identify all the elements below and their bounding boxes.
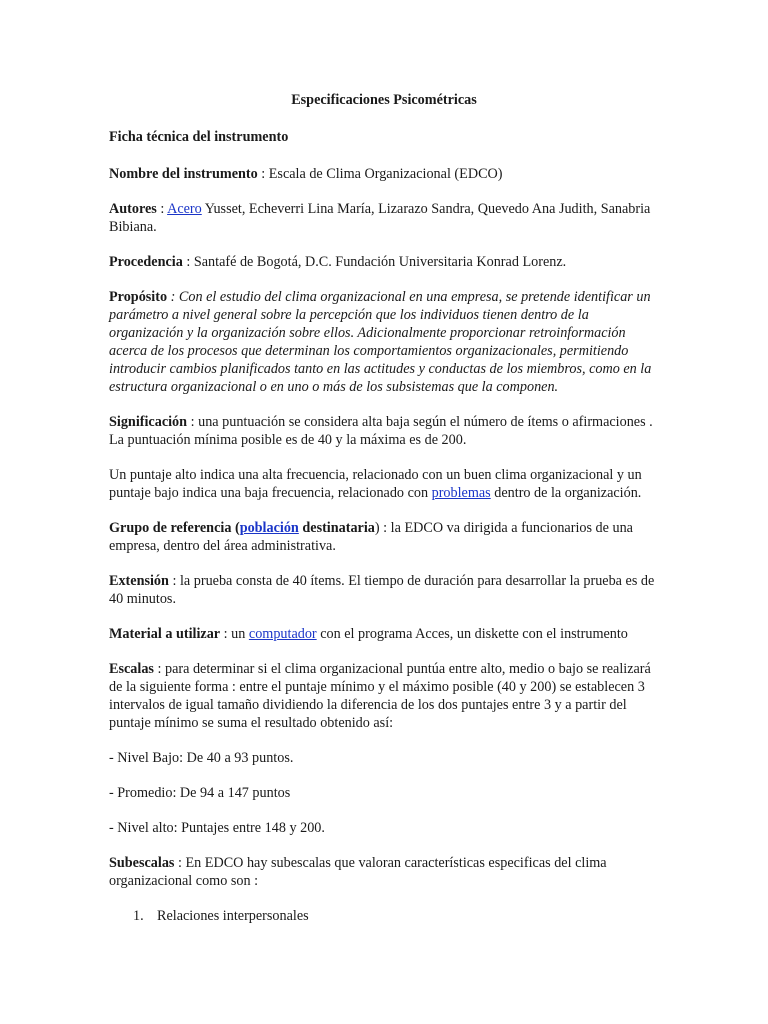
extension-sep: : [168, 573, 180, 589]
puntaje-before: Un puntaje alto indica una alta frecuencia, relacionado con un buen clima organizacional y un puntaje bajo indica una baja frecuencia, relacionado con [109, 467, 642, 501]
procedencia-paragraph [109, 253, 659, 271]
poblacion-link[interactable]: población [239, 520, 299, 536]
grupo-label-after: destinataria [298, 520, 375, 536]
escalas-sep: : [153, 661, 165, 677]
extension-label: Extensión [109, 573, 169, 589]
list-item-number: 1. [133, 908, 144, 924]
subescalas-paragraph [109, 854, 659, 890]
material-after: con el programa Acces, un diskette con el instrumento [316, 626, 628, 642]
nombre-sep: : [257, 166, 269, 182]
nivel-bajo: - Nivel Bajo: De 40 a 93 puntos. [109, 750, 294, 766]
material-before: un [231, 626, 249, 642]
proposito-label: Propósito [109, 289, 168, 305]
puntaje-after: dentro de la organización. [490, 485, 642, 501]
nombre-value: Escala de Clima Organizacional (EDCO) [268, 166, 503, 182]
computador-link[interactable]: computador [248, 626, 317, 642]
page-title: Especificaciones Psicométricas [291, 92, 477, 108]
procedencia-sep: : [182, 254, 194, 270]
significacion-sep: : [187, 414, 199, 430]
grupo-label-before: Grupo de referencia ( [109, 520, 240, 536]
autores-sep: : [156, 201, 168, 217]
problemas-link[interactable]: problemas [431, 485, 491, 501]
subescalas-sep: : [174, 855, 186, 871]
puntaje-paragraph [109, 466, 659, 502]
significacion-label: Significación [109, 414, 188, 430]
acero-link[interactable]: Acero [167, 201, 202, 217]
extension-paragraph [109, 572, 659, 608]
proposito-sep: : [167, 289, 179, 305]
grupo-sep: : [379, 520, 391, 536]
escalas-label: Escalas [109, 661, 154, 677]
subescalas-label: Subescalas [109, 855, 175, 871]
significacion-paragraph [109, 413, 659, 449]
grupo-value: la EDCO va dirigida a funcionarios de una empresa, dentro del área administrativa. [109, 520, 633, 554]
list-item [109, 907, 659, 925]
escalas-paragraph [109, 660, 659, 732]
grupo-close: ) [374, 520, 380, 536]
nivel-promedio: - Promedio: De 94 a 147 puntos [109, 785, 291, 801]
material-paragraph [109, 625, 659, 643]
nombre-label: Nombre del instrumento [109, 166, 258, 182]
material-sep: : [220, 626, 232, 642]
material-label: Material a utilizar [109, 626, 221, 642]
list-item-text: Relaciones interpersonales [157, 908, 309, 924]
autores-paragraph [109, 200, 659, 236]
section-subtitle: Ficha técnica del instrumento [109, 129, 289, 145]
significacion-value: una puntuación se considera alta baja según el número de ítems o afirmaciones . La puntuación mínima posible es de 40 y la máxima es de 200. [109, 414, 653, 448]
subescalas-list [109, 907, 659, 925]
document-page [109, 91, 659, 925]
autores-value: Yusset, Echeverri Lina María, Lizarazo Sandra, Quevedo Ana Judith, Sanabria Bibiana. [109, 201, 651, 235]
proposito-paragraph [109, 288, 659, 396]
escalas-value: para determinar si el clima organizacional puntúa entre alto, medio o bajo se realizará de la siguiente forma : entre el puntaje mínimo y el máximo posible (40 y 200) se establecen 3 intervalos de igual tamaño dividiendo la diferencia de los dos puntajes entre 3 y a partir del puntaje mínimo se suma el resultado obtenido así: [109, 661, 651, 731]
procedencia-label: Procedencia [109, 254, 183, 270]
autores-label: Autores [109, 201, 157, 217]
subescalas-value: En EDCO hay subescalas que valoran características especificas del clima organizacional como son : [109, 855, 607, 889]
nombre-paragraph [109, 165, 659, 183]
extension-value: la prueba consta de 40 ítems. El tiempo de duración para desarrollar la prueba es de 40 minutos. [109, 573, 655, 607]
grupo-paragraph [109, 519, 659, 555]
nivel-alto: - Nivel alto: Puntajes entre 148 y 200. [109, 820, 325, 836]
procedencia-value: Santafé de Bogotá, D.C. Fundación Universitaria Konrad Lorenz. [193, 254, 567, 270]
proposito-value: Con el estudio del clima organizacional en una empresa, se pretende identificar un parámetro a nivel general sobre la percepción que los individuos tienen dentro de la organización y la organización sobre ellos. Adicionalmente proporcionar retroinformación acerca de los procesos que determinan los comportamientos organizacionales, permitiendo introducir cambios planificados tanto en las actitudes y conductas de los miembros, como en la estructura organizacional o en uno o más de los subsistemas que la componen. [109, 289, 652, 395]
